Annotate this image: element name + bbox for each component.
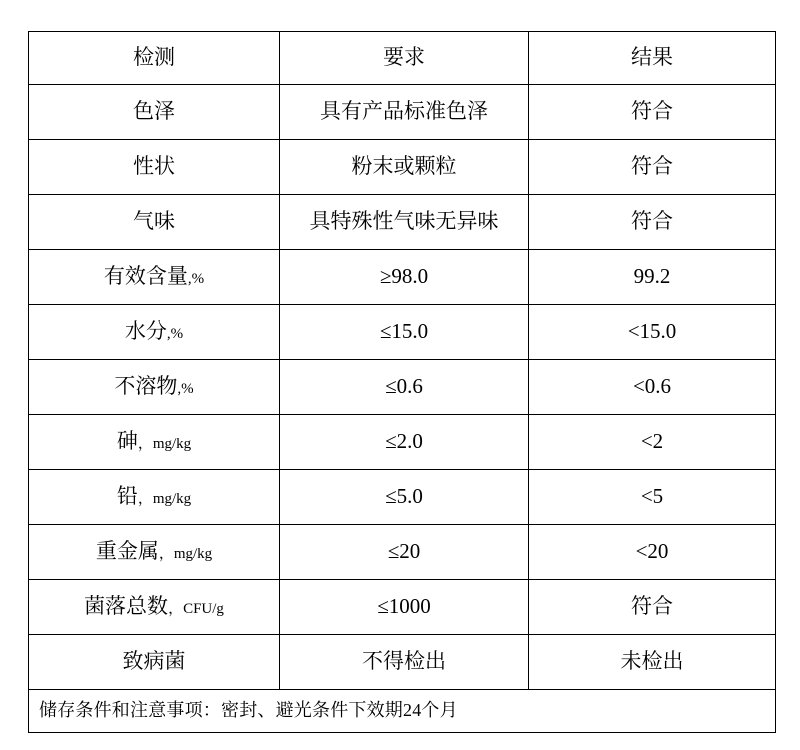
table-row (29, 305, 776, 360)
cell-item (29, 470, 280, 525)
cell-result: 符合 (529, 140, 776, 195)
item-label: 重金属 (95, 539, 159, 564)
item-unit: ,% (177, 381, 194, 398)
cell-item (29, 580, 280, 635)
cell-result: <20 (529, 525, 776, 580)
item-label: 色泽 (133, 99, 175, 124)
table-row (29, 195, 776, 250)
cell-requirement: 粉末或颗粒 (280, 140, 529, 195)
cell-requirement: ≤2.0 (280, 415, 529, 470)
cell-item (29, 85, 280, 140)
cell-item (29, 195, 280, 250)
table-row (29, 580, 776, 635)
column-header-requirement: 要求 (280, 32, 529, 85)
cell-requirement: 具有产品标准色泽 (280, 85, 529, 140)
item-label: 铅 (116, 484, 138, 509)
cell-item (29, 635, 280, 690)
table-row (29, 415, 776, 470)
item-label: 不溶物 (114, 374, 178, 399)
cell-item (29, 415, 280, 470)
table-row (29, 140, 776, 195)
cell-result: 符合 (529, 85, 776, 140)
cell-result: 符合 (529, 195, 776, 250)
cell-requirement: ≤20 (280, 525, 529, 580)
cell-requirement: 不得检出 (280, 635, 529, 690)
cell-result: <5 (529, 470, 776, 525)
storage-note-text: 储存条件和注意事项：密封、避光条件下效期24个月 (39, 700, 458, 721)
cell-result: <2 (529, 415, 776, 470)
cell-requirement: ≤0.6 (280, 360, 529, 415)
table-row (29, 525, 776, 580)
table-row (29, 635, 776, 690)
cell-requirement: ≥98.0 (280, 250, 529, 305)
item-unit: ，CFU/g (168, 601, 224, 618)
item-label: 有效含量 (103, 264, 188, 289)
item-unit: ，mg/kg (158, 546, 213, 563)
column-header-result: 结果 (529, 32, 776, 85)
table-row (29, 470, 776, 525)
table-row (29, 360, 776, 415)
cell-item (29, 140, 280, 195)
item-label: 砷 (116, 429, 138, 454)
table-footer-row (29, 690, 776, 733)
table-row (29, 85, 776, 140)
cell-item (29, 305, 280, 360)
cell-result: 符合 (529, 580, 776, 635)
item-label: 致病菌 (122, 649, 186, 674)
specification-table (28, 31, 776, 733)
cell-requirement: ≤1000 (280, 580, 529, 635)
cell-requirement: ≤15.0 (280, 305, 529, 360)
item-label: 气味 (133, 209, 175, 234)
storage-note (29, 690, 776, 733)
table-row (29, 250, 776, 305)
cell-result: 未检出 (529, 635, 776, 690)
cell-result: <15.0 (529, 305, 776, 360)
item-unit: ,% (187, 271, 205, 288)
column-header-item: 检测 (29, 32, 280, 85)
cell-item (29, 525, 280, 580)
cell-result: 99.2 (529, 250, 776, 305)
cell-result: <0.6 (529, 360, 776, 415)
cell-item (29, 360, 280, 415)
table-header-row (29, 32, 776, 85)
item-label: 水分 (124, 319, 167, 344)
cell-item (29, 250, 280, 305)
item-unit: ,% (166, 326, 184, 343)
item-label: 菌落总数 (84, 594, 169, 619)
cell-requirement: 具特殊性气味无异味 (280, 195, 529, 250)
item-unit: ，mg/kg (137, 491, 192, 508)
cell-requirement: ≤5.0 (280, 470, 529, 525)
item-unit: ，mg/kg (137, 436, 192, 453)
item-label: 性状 (133, 154, 175, 179)
